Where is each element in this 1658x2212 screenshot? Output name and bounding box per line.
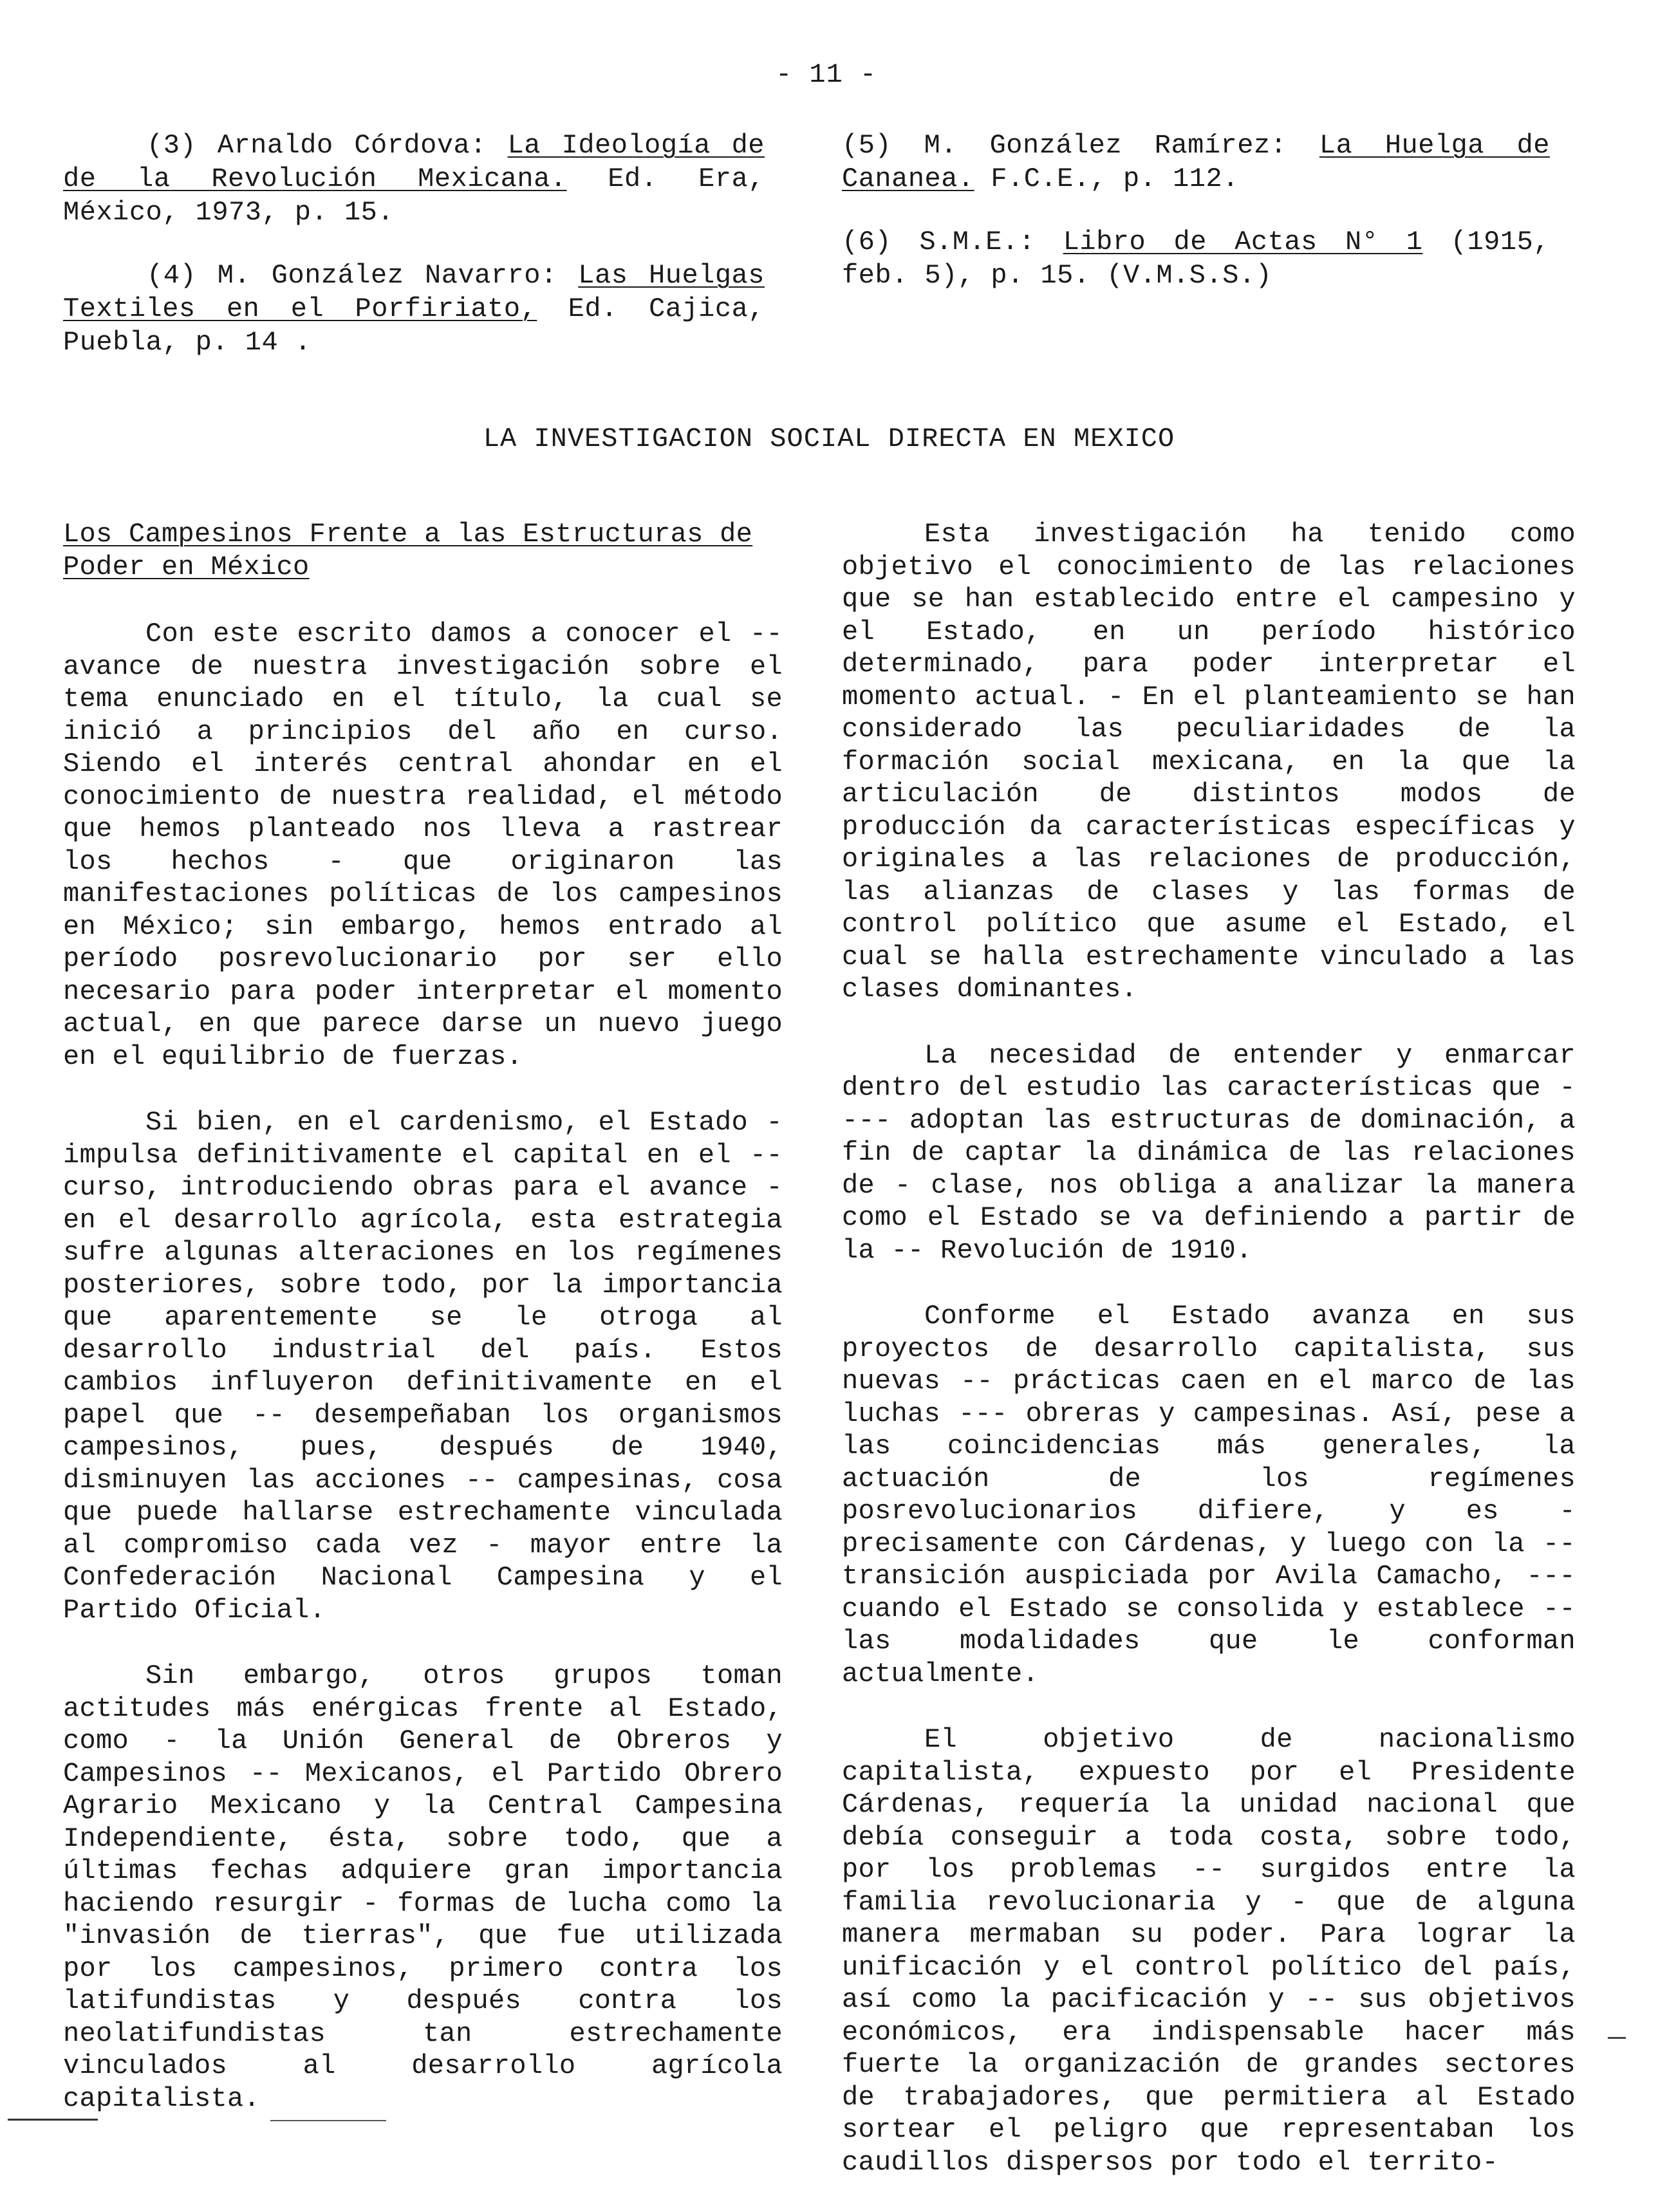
article-column-right bbox=[842, 518, 1576, 2212]
footnote-marker: (4) bbox=[147, 260, 197, 291]
paragraph: Con este escrito damos a conocer el -- avance de nuestra investigación sobre el tema enunciado en el título, la cual se inició a principios del año en curso. Siendo el interés central ahondar en el conocimiento de nuestra realidad, el método que hemos planteado nos lleva a rastrear los hechos - que originaron las manifestaciones políticas de los campesinos en México; sin embargo, hemos entrado al período posrevolucionario por ser ello necesario para poder interpretar el momento actual, en que parece darse un nuevo juego en el equilibrio de fuerzas. bbox=[63, 618, 783, 1072]
footnote-5 bbox=[842, 129, 1550, 196]
paragraph: Conforme el Estado avanza en sus proyectos de desarrollo capitalista, sus nuevas -- prácticas caen en el marco de las luchas --- obreras y campesinas. Así, pese a las coincidencias más generales, la actuación de los regímenes posrevolucionarios difiere, y es - precisamente con Cárdenas, y luego con la -- transición auspiciada por Avila Camacho, --- cuando el Estado se consolida y establece -- las modalidades que le conforman actualmente. bbox=[842, 1301, 1576, 1689]
footnote-author: Arnaldo Córdova: bbox=[217, 130, 487, 161]
paragraph: Esta investigación ha tenido como objetivo el conocimiento de las relaciones que se han establecido entre el campesino y el Estado, en un período histórico determinado, para poder interpretar el momento actual. - En el planteamiento se han considerado las peculiaridades de la formación social mexicana, en la que la articulación de distintos modos de producción da características específicas y originales a las relaciones de producción, las alianzas de clases y las formas de control político que asume el Estado, el cual se halla estrechamente vinculado a las clases dominantes. bbox=[842, 519, 1576, 1005]
footnote-3 bbox=[63, 129, 765, 229]
footnote-author: M. González Navarro: bbox=[217, 260, 557, 291]
footnote-6 bbox=[842, 225, 1550, 292]
footnote-rest: F.C.E., p. 112. bbox=[991, 163, 1239, 194]
page-continuation-dash bbox=[1608, 2037, 1626, 2039]
article-subhead bbox=[63, 518, 783, 583]
article-column-left bbox=[63, 518, 783, 2148]
footnote-marker: (5) bbox=[842, 130, 892, 161]
footnote-rest: Ed. Cajica, Puebla, p. 14 . bbox=[63, 293, 765, 358]
paragraph: Si bien, en el cardenismo, el Estado - impulsa definitivamente el capital en el -- curso, introduciendo obras para el avance - en el desarrollo agrícola, esta estrategia sufre algunas alteraciones en los regímenes posteriores, sobre todo, por la importancia que aparentemente se le otroga al desarrollo industrial del país. Estos cambios influyeron definitivamente en el papel que -- desempeñaban los organismos campesinos, pues, después de 1940, disminuyen las acciones -- campesinas, cosa que puede hallarse estrechamente vinculada al compromiso cada vez - mayor entre la Confederación Nacional Campesina y el Partido Oficial. bbox=[63, 1107, 783, 1626]
footnote-4 bbox=[63, 259, 765, 359]
footnote-rest: Ed. Era, México, 1973, p. 15. bbox=[63, 163, 765, 228]
paragraph: Sin embargo, otros grupos toman actitudes más enérgicas frente al Estado, como - la Unión General de Obreros y Campesinos -- Mexicanos, el Partido Obrero Agrario Mexicano y la Central Campesina Independiente, ésta, sobre todo, que a últimas fechas adquiere gran importancia haciendo resurgir - formas de lucha como la "invasión de tierras", que fue utilizada por los campesinos, primero contra los latifundistas y después contra los neolatifundistas tan estrechamente vinculados al desarrollo agrícola capitalista. bbox=[63, 1660, 783, 2114]
footnotes-right bbox=[842, 129, 1550, 322]
footnote-author: S.M.E.: bbox=[919, 227, 1036, 257]
footnote-title: Las Huelgas Textiles en el Porfiriato, bbox=[63, 260, 765, 324]
article-subhead-text: Los Campesinos Frente a las Estructuras de Poder en México bbox=[63, 519, 753, 582]
paragraph: El objetivo de nacionalismo capitalista, expuesto por el Presidente Cárdenas, requería la unidad nacional que debía conseguir a toda costa, sobre todo, por los problemas -- surgidos entre la familia revolucionaria y - que de alguna manera mermaban su poder. Para lograr la unificación y el control político del país, así como la pacificación y -- sus objetivos económicos, era indispensable hacer más fuerte la organización de grandes sectores de trabajadores, que permitiera al Estado sortear el peligro que representaban los caudillos dispersos por todo el territo- bbox=[842, 1724, 1576, 2178]
footnotes-left bbox=[63, 129, 765, 389]
paragraph: La necesidad de entender y enmarcar dentro del estudio las características que ---- adoptan las estructuras de dominación, a fin de captar la dinámica de las relaciones de - clase, nos obliga a analizar la manera como el Estado se va definiendo a partir de la -- Revolución de 1910. bbox=[842, 1039, 1576, 1266]
footnote-rest: (1915, feb. 5), p. 15. (V.M.S.S.) bbox=[842, 227, 1550, 291]
footnote-title: La Huelga de Cananea. bbox=[842, 130, 1550, 194]
section-title: LA INVESTIGACION SOCIAL DIRECTA EN MEXICO bbox=[483, 423, 1175, 454]
footnote-title: La Ideología de de la Revolución Mexicana. bbox=[63, 130, 765, 194]
footnote-marker: (6) bbox=[842, 227, 892, 257]
footnote-author: M. González Ramírez: bbox=[924, 130, 1287, 161]
scan-edge-mark bbox=[270, 2120, 386, 2121]
page-number: - 11 - bbox=[776, 59, 877, 90]
footnote-title: Libro de Actas N° 1 bbox=[1063, 227, 1423, 257]
footnote-marker: (3) bbox=[147, 130, 197, 161]
scan-edge-mark bbox=[8, 2119, 98, 2121]
